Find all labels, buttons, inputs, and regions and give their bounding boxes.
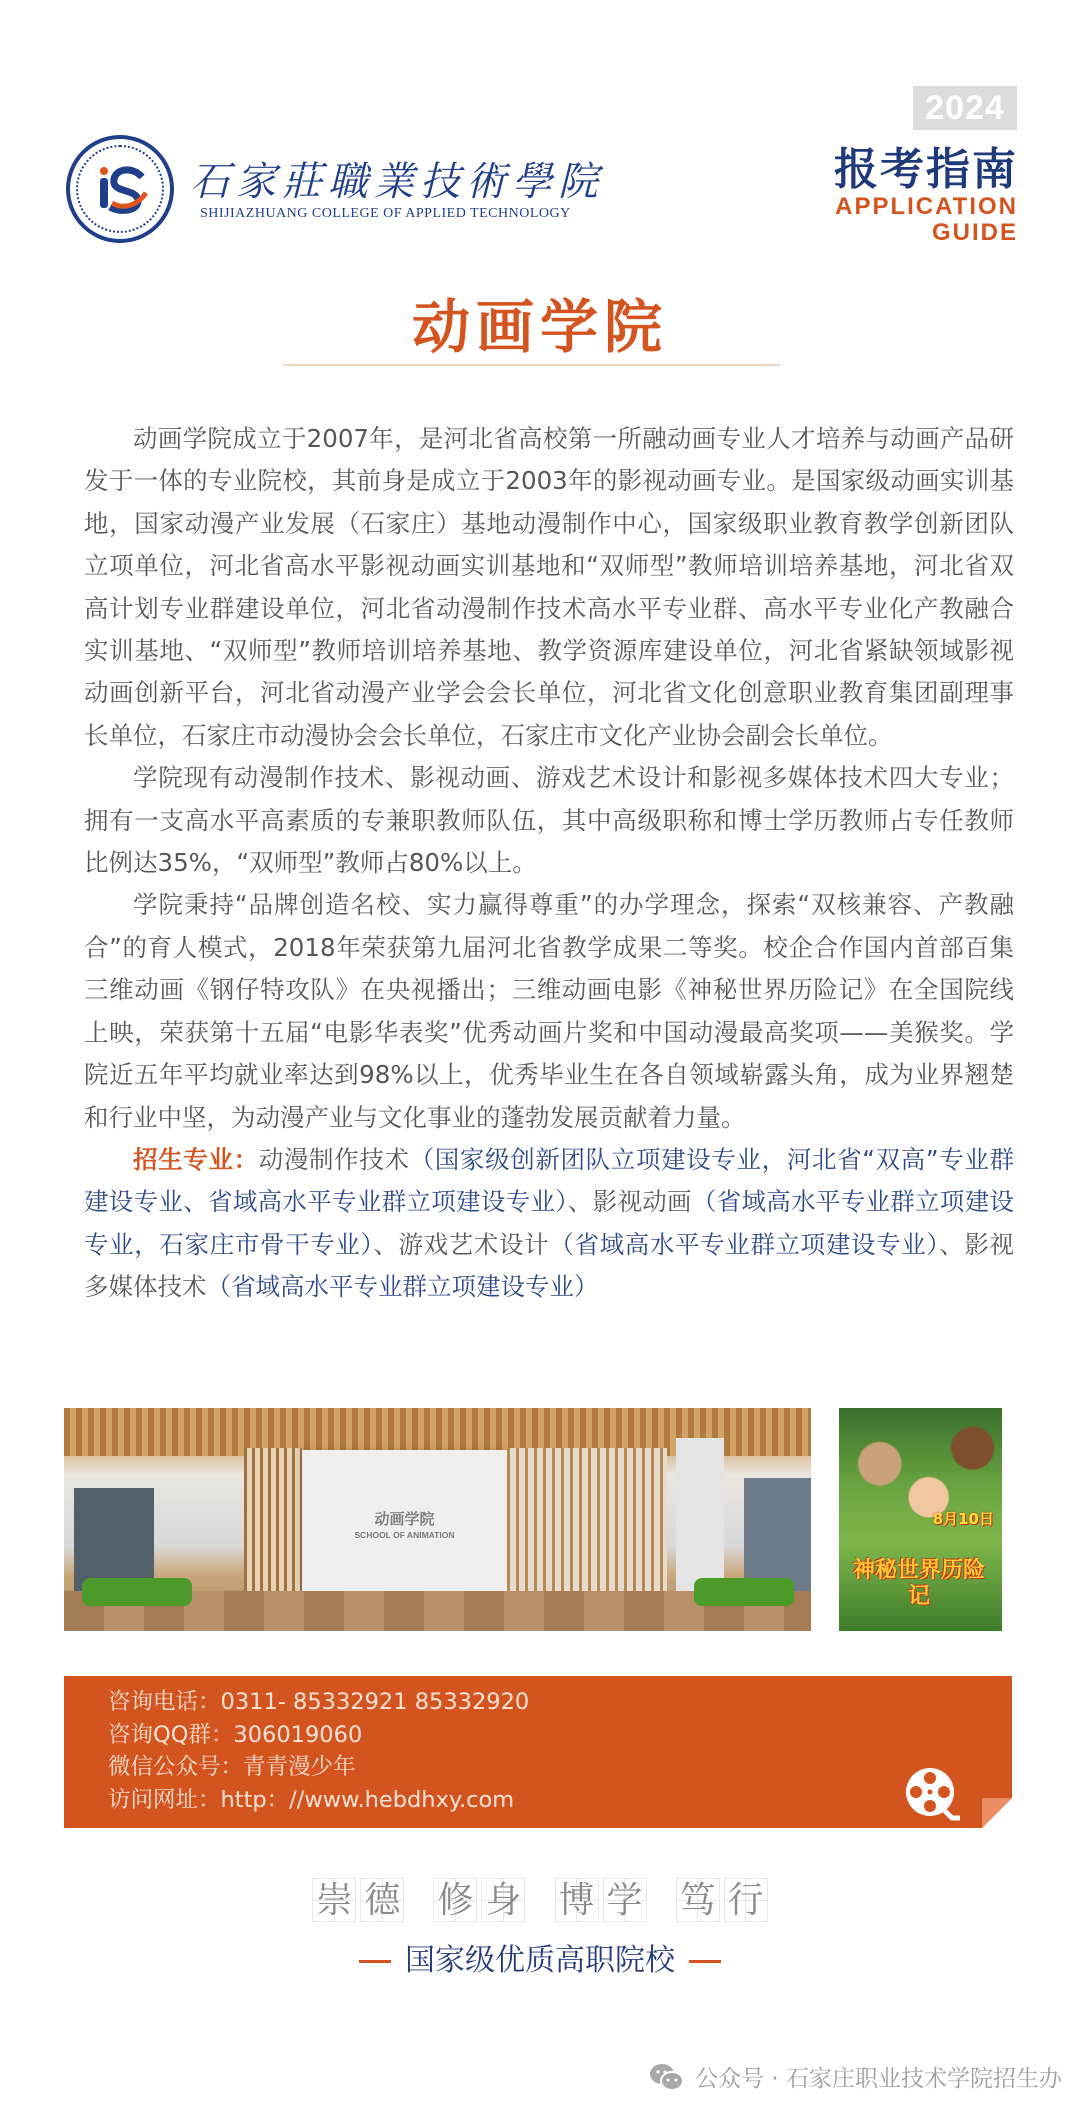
motto-pair (310, 1878, 406, 1922)
footer-text: 公众号 · 石家庄职业技术学院招生办 (695, 2066, 1062, 2092)
lobby-photo (64, 1408, 811, 1631)
major-note: （省域高水平专业群立项建设专业） (206, 1272, 599, 1302)
major-name: 、游戏艺术设计 (373, 1229, 550, 1259)
motto-char: 行 (724, 1878, 768, 1922)
major-note: （国家级创新团队立项建设专业，河北省“双高”专业群建设专业、省域高水平专业群立项建设专业） (84, 1144, 1015, 1217)
poster-title: 神秘世界历险记 (852, 1558, 985, 1609)
paragraph-achievements: 学院秉持“品牌创造名校、实力赢得尊重”的办学理念，探索“双核兼容、产教融合”的育人模式，2018年荣获第九届河北省教学成果二等奖。校企合作国内首部百集三维动画《钢仔特攻队》在央视播出；三维动画电影《神秘世界历险记》在全国院线上映，荣获第十五届“电影华表奖”优秀动画片奖和中国动漫最高奖项——美猴奖。学院近五年平均就业率达到98%以上，优秀毕业生在各自领域崭露头角，成为业界翘楚和行业中坚，为动漫产业与文化事业的蓬勃发展贡献着力量。 (84, 890, 1014, 1132)
motto-char: 博 (555, 1878, 599, 1922)
majors-label: 招生专业： (133, 1144, 259, 1174)
year-badge: 2024 (913, 86, 1017, 130)
contact-lines (108, 1686, 529, 1816)
motto-char: 崇 (312, 1878, 356, 1922)
lobby-sign-en: SCHOOL OF ANIMATION (354, 1530, 455, 1540)
motto-char: 修 (433, 1878, 477, 1922)
film-reel-icon (904, 1766, 960, 1822)
motto-char: 德 (360, 1878, 404, 1922)
wechat-icon (649, 2062, 685, 2092)
major-name: 动漫制作技术 (258, 1144, 410, 1174)
tagline-text: 国家级优质高职院校 (405, 1943, 675, 1978)
motto-char: 身 (481, 1878, 525, 1922)
guide-title-en-line2: GUIDE (931, 219, 1018, 246)
dash-left (359, 1960, 391, 1963)
motto-pair (553, 1878, 649, 1922)
paragraph-faculty: 学院现有动漫制作技术、影视动画、游戏艺术设计和影视多媒体技术四大专业；拥有一支高水平高素质的专兼职教师队伍，其中高级职称和博士学历教师占专任教师比例达35%，“双师型”教师占80%以上。 (84, 763, 1014, 878)
school-name-en: SHIJIAZHUANG COLLEGE OF APPLIED TECHNOLOGY (200, 206, 571, 221)
contact-phone: 咨询电话：0311- 85332921 85332920 (108, 1689, 530, 1715)
page-title: 动画学院 (411, 293, 668, 361)
tagline (0, 1935, 1080, 1979)
major-note: （省域高水平专业群立项建设专业） (549, 1229, 940, 1259)
title-divider (283, 364, 780, 366)
major-name: 、影视多媒体技术 (84, 1229, 1015, 1302)
paragraph-majors (84, 1139, 1014, 1309)
poster-date: 8月10日 (932, 1510, 994, 1528)
contact-qq: 咨询QQ群：306019060 (108, 1721, 363, 1748)
guide-title-en-line1: APPLICATION (835, 193, 1018, 220)
motto-char: 学 (603, 1878, 647, 1922)
contact-website[interactable]: 访问网址：http：//www.hebdhxy.com (108, 1786, 515, 1813)
major-name: 、影视动画 (567, 1187, 692, 1217)
paragraph-intro: 动画学院成立于2007年，是河北省高校第一所融动画专业人才培养与动画产品研发于一体的专业院校，其前身是成立于2003年的影视动画专业。是国家级动画实训基地，国家动漫产业发展（石家庄）基地动漫制作中心，国家级职业教育教学创新团队立项单位，河北省高水平影视动画实训基地和“双师型”教师培训培养基地，河北省双高计划专业群建设单位，河北省动漫制作技术高水平专业群、高水平专业化产教融合实训基地、“双师型”教师培训培养基地、教学资源库建设单位，河北省紧缺领域影视动画创新平台，河北省动漫产业学会会长单位，河北省文化创意职业教育集团副理事长单位，石家庄市动漫协会会长单位，石家庄市文化产业协会副会长单位。 (84, 424, 1014, 750)
guide-title-cn: 报考指南 (834, 144, 1018, 195)
motto-pair (674, 1878, 770, 1922)
folded-corner (982, 1798, 1012, 1828)
dash-right (689, 1960, 721, 1963)
motto-char: 笃 (676, 1878, 720, 1922)
contact-wechat: 微信公众号：青青漫少年 (108, 1754, 356, 1780)
article-body (84, 418, 1014, 1309)
footer-source[interactable] (649, 2060, 1062, 2093)
movie-poster-image (839, 1408, 1002, 1631)
major-note: （省域高水平专业群立项建设专业，石家庄市骨干专业） (84, 1187, 1015, 1259)
ics-emblem-icon (92, 163, 148, 217)
motto-pair (431, 1878, 527, 1922)
school-name-cn: 石家莊職業技術學院 (190, 159, 604, 205)
lobby-sign-cn: 动画学院 (374, 1510, 435, 1528)
college-seal-icon (66, 135, 174, 243)
school-motto (0, 1878, 1080, 1922)
contact-box (64, 1676, 1012, 1828)
